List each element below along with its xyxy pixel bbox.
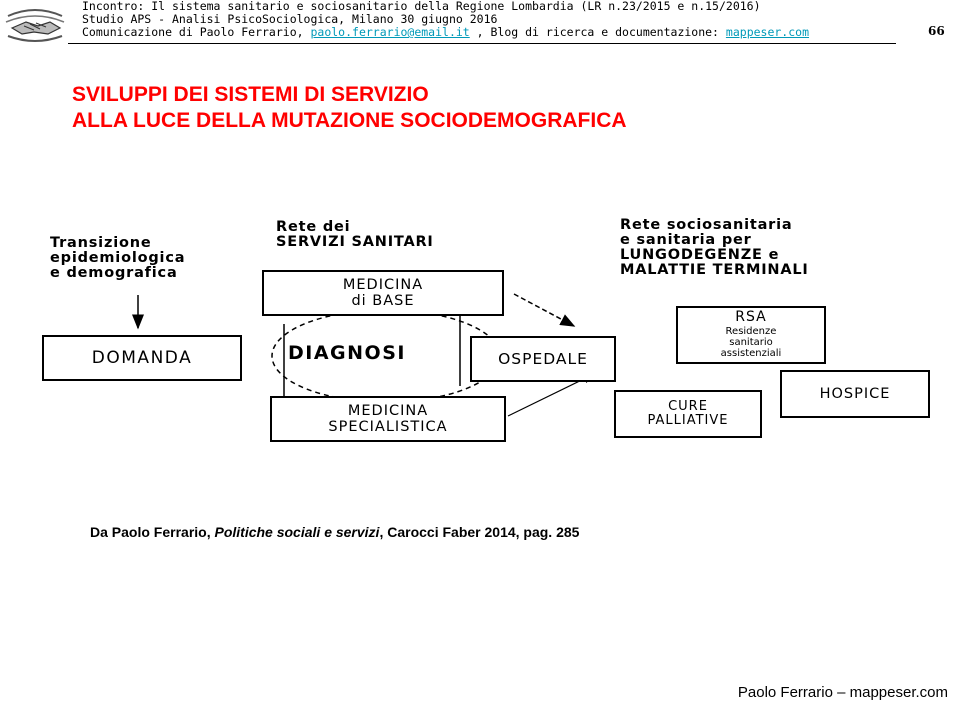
sociosanitaria-heading-line-2: e sanitaria per: [620, 232, 752, 248]
slide-title-line-1: SVILUPPI DEI SISTEMI DI SERVIZIO: [72, 83, 429, 106]
medicina-base-box: [262, 270, 504, 316]
handshake-logo: [4, 2, 66, 44]
citation: [90, 524, 579, 540]
transizione-heading-line-2: epidemiologica: [50, 250, 186, 266]
specialistica-line-1: MEDICINA: [347, 403, 429, 419]
page-number: 66: [928, 24, 945, 38]
domanda-label: DOMANDA: [91, 348, 193, 368]
hospice-label: HOSPICE: [819, 386, 891, 402]
header-line-2: Studio APS - Analisi PsicoSociologica, Milano 30 giugno 2016: [82, 12, 498, 26]
header-line-3: [82, 26, 902, 39]
sociosanitaria-heading: [620, 218, 809, 278]
slide-title: [72, 82, 627, 134]
slide-title-line-2: ALLA LUCE DELLA MUTAZIONE SOCIODEMOGRAFICA: [72, 109, 627, 132]
medicina-base-line-1: MEDICINA: [342, 277, 424, 293]
sociosanitaria-heading-line-4: MALATTIE TERMINALI: [620, 262, 809, 278]
services-diagram: [30, 210, 940, 460]
blog-link[interactable]: mappeser.com: [725, 25, 810, 39]
medicina-base-line-2: di BASE: [351, 293, 415, 309]
cure-palliative-line-2: PALLIATIVE: [647, 413, 729, 428]
citation-prefix: Da Paolo Ferrario,: [90, 524, 215, 540]
header-divider: [68, 43, 896, 44]
header-line-3-middle: , Blog di ricerca e documentazione:: [469, 25, 726, 39]
transizione-heading-line-1: Transizione: [50, 235, 152, 251]
citation-suffix: , Carocci Faber 2014, pag. 285: [379, 524, 580, 540]
domanda-box: [42, 335, 242, 381]
transizione-heading-line-3: e demografica: [50, 265, 178, 281]
transizione-heading: [50, 236, 185, 281]
servizi-sanitari-heading-line-2: SERVIZI SANITARI: [276, 234, 434, 250]
sociosanitaria-heading-line-3: LUNGODEGENZE e: [620, 247, 780, 263]
header-line-1: Incontro: Il sistema sanitario e sociosanitario della Regione Lombardia (LR n.23/2015 e n.15/2016): [82, 0, 761, 13]
rsa-sub-line-2: sanitario: [729, 336, 773, 348]
ospedale-box: [470, 336, 616, 382]
rsa-sub-line-3: assistenziali: [720, 347, 782, 359]
rsa-title: RSA: [735, 308, 767, 325]
rsa-sub-line-1: Residenze: [725, 325, 777, 337]
citation-book-title: Politiche sociali e servizi: [214, 524, 380, 540]
servizi-sanitari-heading: [276, 220, 434, 250]
rsa-box: [676, 306, 826, 364]
footer: Paolo Ferrario – mappeser.com: [737, 684, 948, 701]
specialistica-line-2: SPECIALISTICA: [328, 419, 448, 435]
medicina-specialistica-box: [270, 396, 506, 442]
email-link[interactable]: paolo.ferrario@email.it: [310, 25, 470, 39]
header-line-3-prefix: Comunicazione di Paolo Ferrario,: [82, 25, 311, 39]
ospedale-label: OSPEDALE: [498, 350, 588, 368]
cure-palliative-box: [614, 390, 762, 438]
arrow-base-to-ospedale: [514, 294, 574, 326]
hospice-box: [780, 370, 930, 418]
servizi-sanitari-heading-line-1: Rete dei: [276, 219, 351, 235]
header-text: [82, 0, 902, 39]
diagnosi-label: DIAGNOSI: [288, 342, 406, 364]
sociosanitaria-heading-line-1: Rete sociosanitaria: [620, 217, 793, 233]
cure-palliative-line-1: CURE: [668, 399, 708, 414]
